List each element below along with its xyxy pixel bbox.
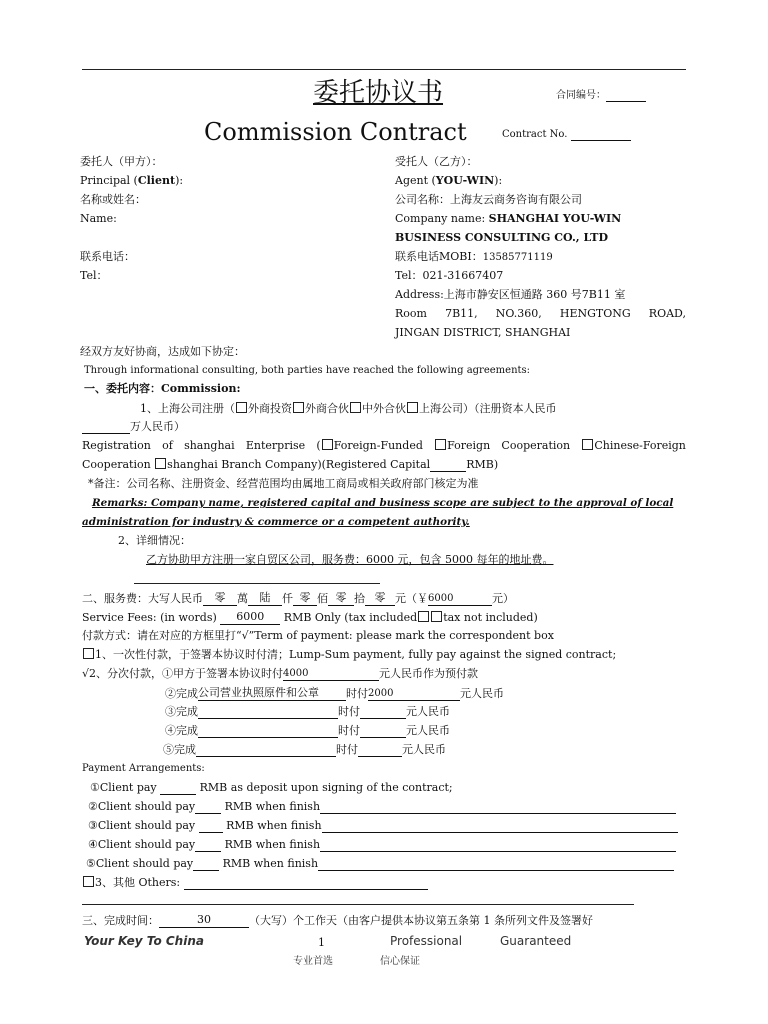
client-tel-en: Tel：: [80, 269, 108, 282]
registration-en-line1: Registration of shanghai Enterprise ( Foreign-Funded Foreign Cooperation Chinese-Foreign: [82, 439, 686, 452]
payment-step-4: ④完成 时付 元人民币: [165, 724, 450, 737]
payment-step-5: ⑤完成 时付 元人民币: [163, 743, 446, 756]
checkbox-foreign-funded[interactable]: [322, 439, 333, 450]
section1-remarks-1: Remarks: Company name, registered capital and business scope are subject to the approval of local: [92, 497, 674, 509]
payment-option-3-others: 3、其他 Others:: [82, 876, 428, 890]
footer-professional: Professional: [390, 934, 463, 948]
top-rule: [82, 69, 686, 70]
client-name-cn: 名称或姓名：: [80, 193, 146, 206]
payment-step-3: ③完成 时付 元人民币: [165, 705, 450, 718]
section1-item1-cn: 1、上海公司注册（ 外商投资 外商合伙 中外合伙 上海公司）（注册资本人民币: [140, 402, 557, 415]
payment-option-2: √2、分次付款，①甲方于签署本协议时付4000 元人民币作为预付款: [82, 667, 479, 680]
title-en: Commission Contract: [204, 118, 467, 146]
agent-address-2: Room 7B11, NO.360, HENGTONG ROAD,: [395, 307, 686, 320]
payment-arrangements-title: Payment Arrangements:: [82, 763, 205, 774]
payment-method: 付款方式：请在对应的方框里打“√”Term of payment: please mark the correspondent box: [82, 629, 554, 642]
payment-step-2: ②完成公司营业执照原件和公章 时付2000 元人民币: [165, 686, 504, 700]
section1-item2-detail: 乙方协助甲方注册一家自贸区公司，服务费：6000 元，包含 5000 每年的地址费。: [146, 553, 554, 566]
checkbox-chinese-foreign[interactable]: [582, 439, 593, 450]
checkbox-foreign-partner[interactable]: [293, 402, 304, 413]
agent-label-cn: 受托人（乙方）：: [395, 155, 478, 168]
footer-guaranteed: Guaranteed: [500, 934, 572, 948]
agent-company-en: Company name: SHANGHAI YOU-WIN: [395, 212, 622, 225]
checkbox-shanghai-company[interactable]: [407, 402, 418, 413]
client-label-cn: 委托人（甲方）：: [80, 155, 163, 168]
checkbox-lump-sum[interactable]: [83, 648, 94, 659]
checkbox-sino-foreign[interactable]: [350, 402, 361, 413]
footer-professional-cn: 专业首选: [293, 956, 333, 967]
others-line: [82, 904, 634, 905]
section1-item1-cn-2: 万人民币）: [82, 420, 185, 434]
payment-option-1: 1、一次性付款，于签署本协议时付清；Lump-Sum payment, fully pay against the signed contract;: [82, 648, 616, 662]
agent-tel: Tel：021-31667407: [395, 269, 504, 282]
arrangement-5: ⑤Client should pay RMB when finish: [86, 857, 674, 871]
arrangement-2: ②Client should pay RMB when finish: [88, 800, 676, 814]
agent-label-en: Agent (YOU-WIN):: [395, 174, 503, 187]
section1-heading: 一、委托内容：Commission:: [84, 382, 241, 395]
checkbox-branch-company[interactable]: [155, 458, 166, 469]
agent-address-1: Address:上海市静安区恒通路 360 号7B11 室: [395, 288, 626, 301]
agent-company-cn: 公司名称：上海友云商务咨询有限公司: [395, 193, 582, 206]
arrangement-3: ③Client should pay RMB when finish: [88, 819, 678, 833]
check-mark-icon[interactable]: √: [82, 667, 90, 680]
section1-note-cn: *备注：公司名称、注册资金、经营范围均由属地工商局或相关政府部门核定为准: [88, 477, 479, 490]
agent-address-3: JINGAN DISTRICT, SHANGHAI: [395, 326, 571, 339]
completion-time: 三、完成时间： 30 （大写）个工作天（由客户提供本协议第五条第 1 条所列文件及签署好: [82, 913, 593, 927]
title-cn: 委托协议书: [313, 78, 444, 108]
client-name-en: Name:: [80, 212, 117, 225]
section1-item2-cn: 2、详细情况：: [118, 534, 191, 547]
intro-cn: 经双方友好协商，达成如下协定：: [80, 345, 245, 358]
footer-slogan: Your Key To China: [84, 934, 204, 948]
checkbox-foreign-cooperation[interactable]: [435, 439, 446, 450]
arrangement-1: ①Client pay RMB as deposit upon signing of the contract;: [90, 781, 453, 794]
registration-en-line2: Cooperation shanghai Branch Company)(Registered Capital RMB): [82, 458, 499, 471]
contract-no-en-label: Contract No.: [502, 127, 631, 141]
checkbox-tax-included[interactable]: [418, 611, 429, 622]
checkbox-tax-not-included[interactable]: [431, 611, 442, 622]
client-label-en: Principal (Client):: [80, 174, 184, 187]
intro-en: Through informational consulting, both parties have reached the following agreements:: [84, 365, 531, 376]
service-fee-cn: 二、服务费：大写人民币 零 萬 陆 仟 零 佰 零 拾 零 元（￥6000 元）: [82, 591, 514, 605]
client-tel-cn: 联系电话：: [80, 250, 135, 263]
agent-mobile: 联系电话MOBI：13585771119: [395, 250, 553, 263]
service-fee-en: Service Fees: (in words) 6000 RMB Only (tax included tax not included): [82, 610, 538, 624]
page-number: 1: [318, 936, 325, 949]
footer-guaranteed-cn: 信心保证: [380, 956, 420, 967]
contract-no-cn-label: 合同编号：: [556, 88, 646, 102]
checkbox-others[interactable]: [83, 876, 94, 887]
agent-company-en-2: BUSINESS CONSULTING CO., LTD: [395, 231, 609, 244]
arrangement-4: ④Client should pay RMB when finish: [88, 838, 676, 852]
section1-remarks-2: administration for industry & commerce or a competent authority.: [82, 516, 470, 528]
checkbox-foreign-invest[interactable]: [236, 402, 247, 413]
section1-detail-underline: [134, 583, 380, 584]
